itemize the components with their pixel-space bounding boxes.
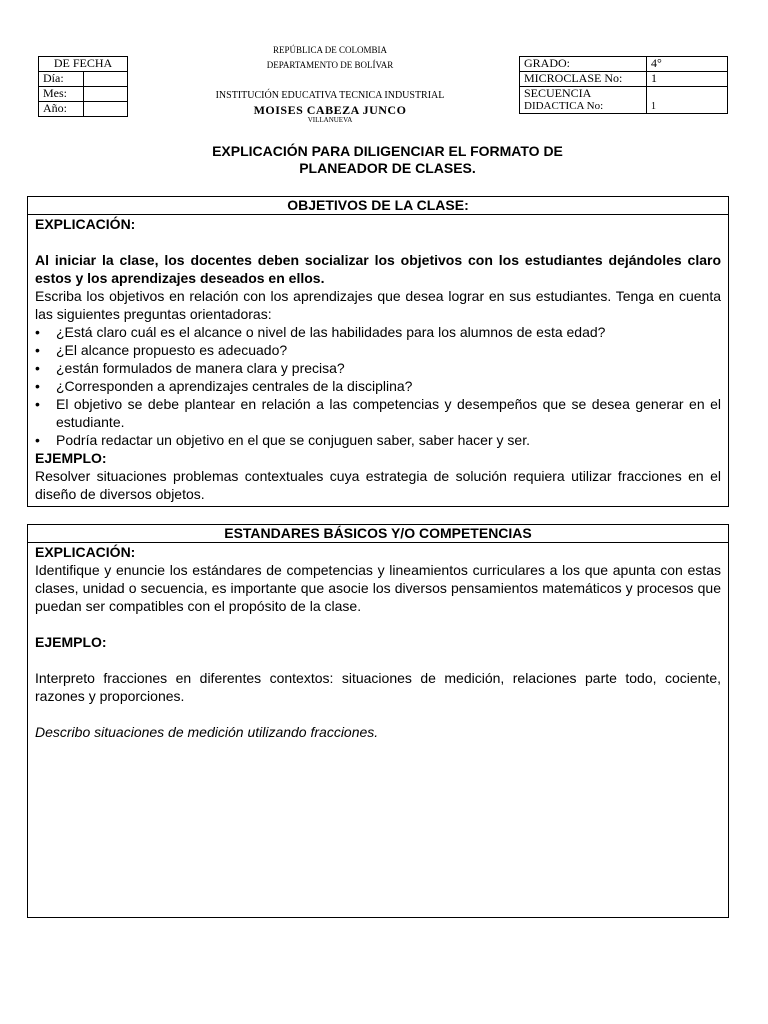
spacer: [35, 233, 721, 251]
standards-heading: ESTANDARES BÁSICOS Y/O COMPETENCIAS: [28, 525, 728, 543]
objectives-example-label: EJEMPLO:: [35, 450, 107, 466]
standards-explanation-text: Identifique y enuncie los estándares de competencias y lineamientos curriculares a los que apunta con estas clases, unidad o secuencia, es importante que asocie los diversos pensamientos matemáticos y procesos que puedan ser compatibles con el propósito de la clase.: [35, 562, 721, 614]
spacer: [35, 615, 721, 633]
list-item: • ¿Está claro cuál es el alcance o nivel de las habilidades para los alumnos de esta edad?: [35, 323, 721, 341]
header-department: DEPARTAMENTO DE BOLÍVAR: [266, 60, 394, 70]
sequence-label-line1: SECUENCIA: [524, 86, 592, 100]
document-title-line2: PLANEADOR DE CLASES.: [299, 160, 476, 176]
grade-label: GRADO:: [520, 57, 647, 72]
spacer: [35, 705, 721, 723]
standards-example-italic: Describo situaciones de medición utilizando fracciones.: [35, 724, 379, 740]
grade-value[interactable]: 4°: [647, 57, 728, 72]
class-info-box: [519, 56, 728, 114]
header-country: REPÚBLICA DE COLOMBIA: [272, 45, 387, 55]
list-item: • ¿El alcance propuesto es adecuado?: [35, 341, 721, 359]
spacer: [35, 651, 721, 669]
header-town: VILLANUEVA: [307, 116, 353, 124]
standards-example-label: EJEMPLO:: [35, 634, 107, 650]
list-item: • Podría redactar un objetivo en el que se conjuguen saber, saber hacer y ser.: [35, 431, 721, 449]
standards-panel: [27, 524, 729, 918]
list-item: • El objetivo se debe plantear en relación a las competencias y desempeños que se desea generar en el estudiante.: [35, 395, 721, 431]
objectives-body: [28, 215, 728, 503]
objectives-panel: [27, 196, 729, 507]
objectives-intro: Escriba los objetivos en relación con los aprendizajes que desea lograr en sus estudiantes. Tenga en cuenta las siguientes preguntas orientadoras:: [35, 288, 721, 322]
sequence-label-line2: DIDACTICA No:: [524, 100, 604, 112]
date-box-title: DE FECHA: [39, 57, 128, 72]
objectives-heading: OBJETIVOS DE LA CLASE:: [28, 197, 728, 215]
sequence-label: [520, 87, 647, 114]
date-month-value[interactable]: [84, 87, 128, 102]
date-day-value[interactable]: [84, 72, 128, 87]
objectives-example-text: Resolver situaciones problemas contextuales cuya estrategia de solución requiera utilizar fracciones en el diseño de diversos objetos.: [35, 468, 721, 502]
document-title: [100, 143, 675, 177]
microclass-value[interactable]: 1: [647, 72, 728, 87]
list-item: • ¿Corresponden a aprendizajes centrales de la disciplina?: [35, 377, 721, 395]
header-institution: INSTITUCIÓN EDUCATIVA TECNICA INDUSTRIAL: [215, 90, 445, 101]
date-box: [38, 56, 128, 117]
standards-explanation-label: EXPLICACIÓN:: [35, 544, 136, 560]
date-month-label: Mes:: [39, 87, 84, 102]
header-school-name: MOISES CABEZA JUNCO: [253, 103, 407, 117]
guiding-questions-list: [35, 323, 721, 449]
objectives-explanation-label: EXPLICACIÓN:: [35, 216, 136, 232]
microclass-label: MICROCLASE No:: [520, 72, 647, 87]
date-year-value[interactable]: [84, 102, 128, 117]
sequence-value[interactable]: 1: [647, 87, 728, 114]
list-item: • ¿están formulados de manera clara y precisa?: [35, 359, 721, 377]
standards-body: [28, 543, 728, 741]
document-title-line1: EXPLICACIÓN PARA DILIGENCIAR EL FORMATO DE: [212, 143, 563, 159]
objectives-bold-paragraph: Al iniciar la clase, los docentes deben socializar los objetivos con los estudiantes dejándoles claro estos y los aprendizajes deseados en ellos.: [35, 252, 721, 286]
date-day-label: Día:: [39, 72, 84, 87]
date-year-label: Año:: [39, 102, 84, 117]
standards-example-text: Interpreto fracciones en diferentes contextos: situaciones de medición, relaciones parte todo, cociente, razones y proporciones.: [35, 670, 721, 704]
